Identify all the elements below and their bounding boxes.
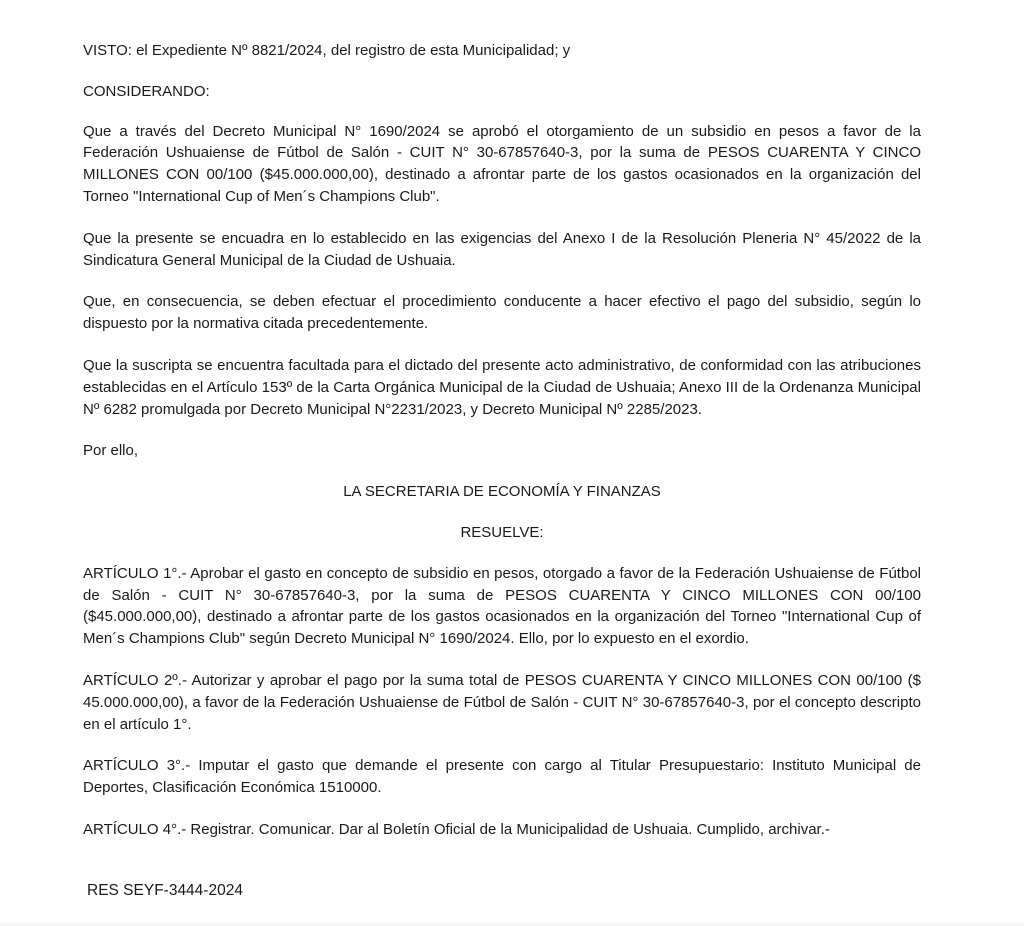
document-body [83,40,921,841]
considerando-paragraph-3: Que, en consecuencia, se deben efectuar el procedimiento conducente a hacer efectivo el pago del subsidio, según lo dispuesto por la normativa citada precedentemente. [83,293,921,333]
resuelve-heading: RESUELVE: [460,523,544,541]
article-1: ARTÍCULO 1°.- Aprobar el gasto en concepto de subsidio en pesos, otorgado a favor de la Federación Ushuaiense de Fútbol de Salón - CUIT N° 30-67857640-3, por la suma de PESOS CUARENTA Y CINCO MILLONES CON 00/100 ($45.000.000,00), destinado a afrontar parte de los gastos ocasionados en la organización del Torneo "International Cup of Men´s Champions Club" según Decreto Municipal N° 1690/2024. Ello, por lo expuesto en el exordio. [83,564,921,648]
resolution-code: RES SEYF-3444-2024 [87,882,243,899]
considerando-paragraph-4: Que la suscripta se encuentra facultada para el dictado del presente acto administrativo, de conformidad con las atribuciones establecidas en el Artículo 153º de la Carta Orgánica Municipal de la Ciudad de Ushuaia; Anexo III de la Ordenanza Municipal Nº 6282 promulgada por Decreto Municipal N°2231/2023, y Decreto Municipal Nº 2285/2023. [83,356,921,418]
visto-paragraph: VISTO: el Expediente Nº 8821/2024, del registro de esta Municipalidad; y [83,42,571,59]
page-bottom-edge [0,920,1024,926]
authority-heading: LA SECRETARIA DE ECONOMÍA Y FINANZAS [343,483,661,501]
por-ello-text: Por ello, [83,442,139,460]
considerando-paragraph-2: Que la presente se encuadra en lo establecido en las exigencias del Anexo I de la Resolución Pleneria N° 45/2022 de la Sindicatura General Municipal de la Ciudad de Ushuaia. [83,229,921,269]
considerando-heading: CONSIDERANDO: [83,82,210,100]
considerando-paragraph-1: Que a través del Decreto Municipal N° 1690/2024 se aprobó el otorgamiento de un subsidio en pesos a favor de la Federación Ushuaiense de Fútbol de Salón - CUIT N° 30-67857640-3, por la suma de PESOS CUARENTA Y CINCO MILLONES CON 00/100 ($45.000.000,00), destinado a afrontar parte de los gastos ocasionados en la organización del Torneo "International Cup of Men´s Champions Club". [83,122,921,205]
article-3: ARTÍCULO 3°.- Imputar el gasto que demande el presente con cargo al Titular Presupuestario: Instituto Municipal de Deportes, Clasificación Económica 1510000. [83,757,921,797]
article-2: ARTÍCULO 2º.- Autorizar y aprobar el pago por la suma total de PESOS CUARENTA Y CINCO MILLONES CON 00/100 ($ 45.000.000,00), a favor de la Federación Ushuaiense de Fútbol de Salón - CUIT N° 30-67857640-3, por el concepto descripto en el artículo 1°. [83,671,921,733]
article-4: ARTÍCULO 4°.- Registrar. Comunicar. Dar al Boletín Oficial de la Municipalidad de Ushuaia. Cumplido, archivar.- [83,820,830,838]
